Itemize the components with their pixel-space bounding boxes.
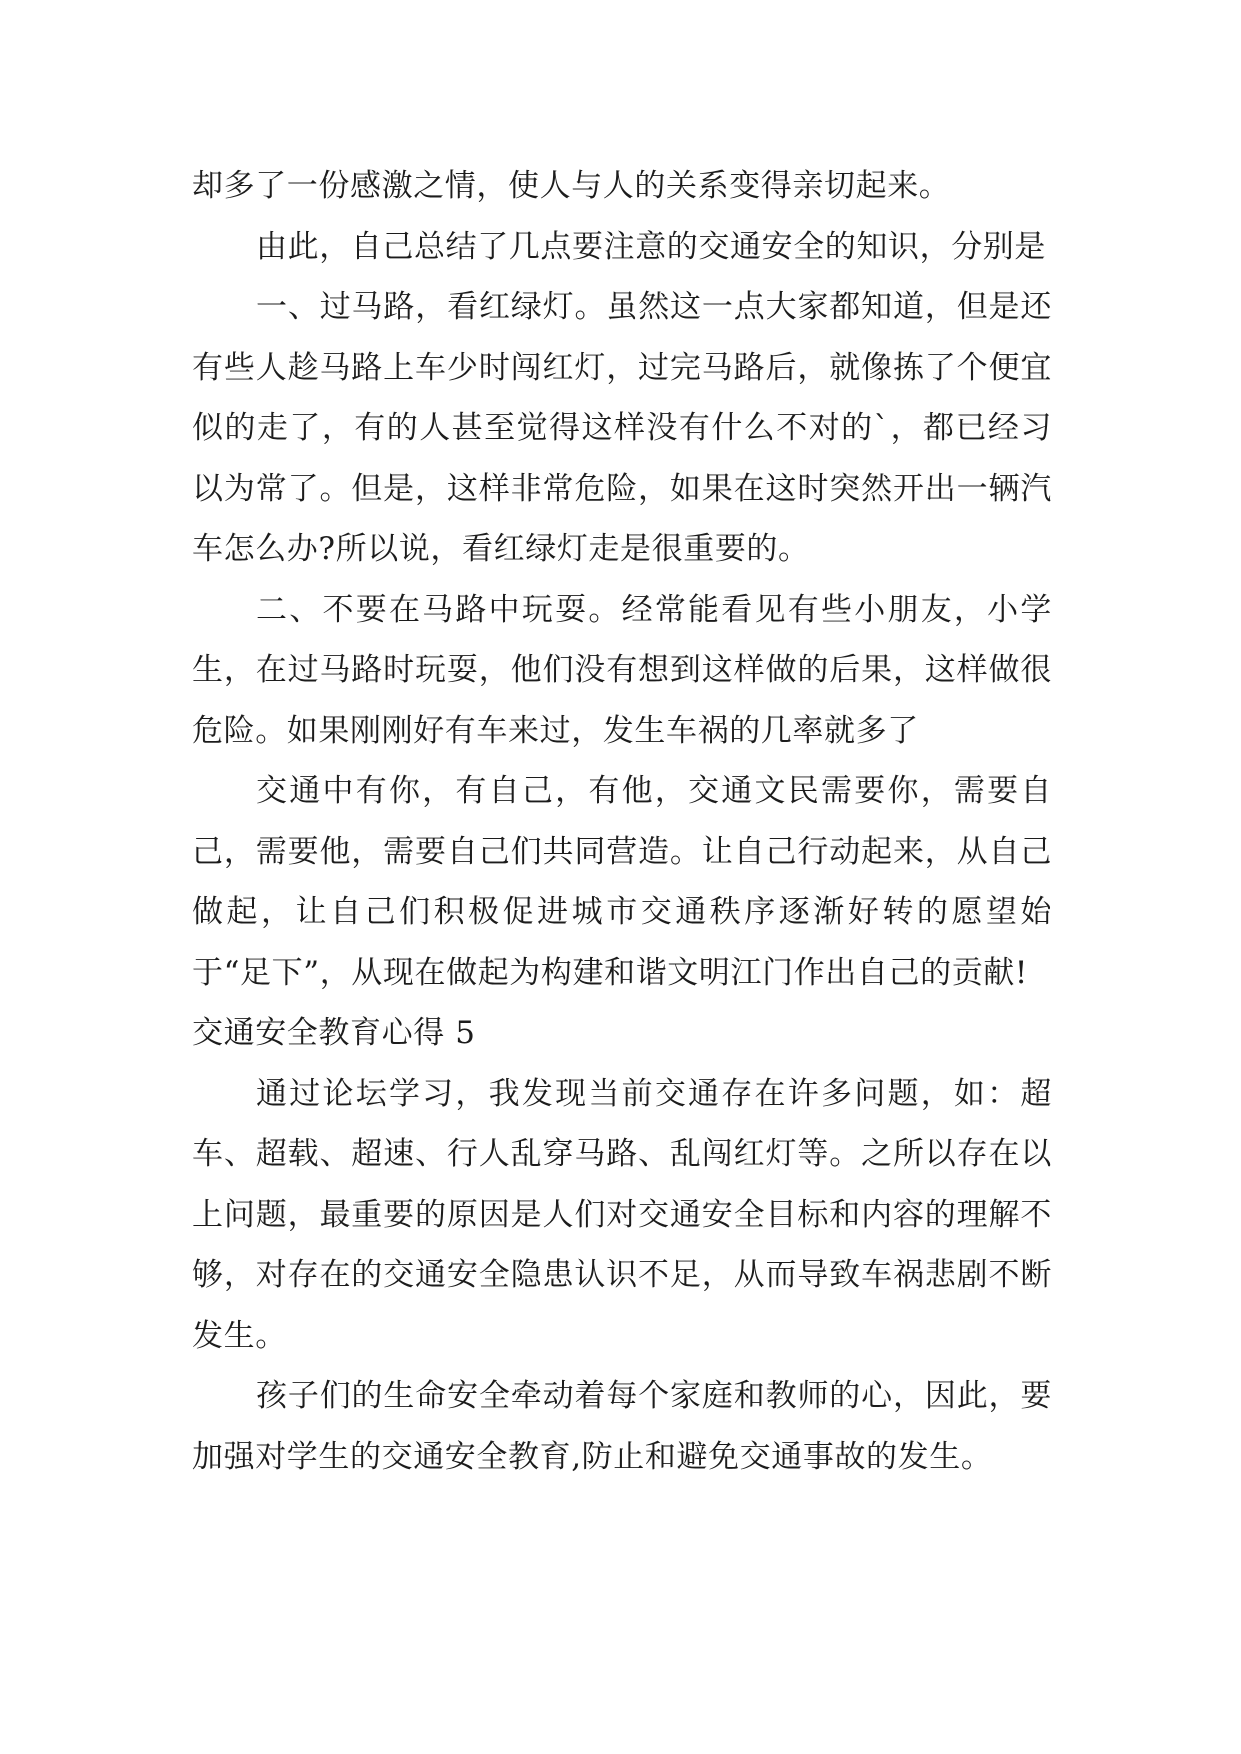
paragraph-forum-study: 通过论坛学习，我发现当前交通存在许多问题，如：超车、超载、超速、行人乱穿马路、乱闯红灯等。之所以存在以上问题，最重要的原因是人们对交通安全目标和内容的理解不够，对存在的交通安全隐患认识不足，从而导致车祸悲剧不断发生。 [192,1075,1052,1354]
paragraph-intro: 由此，自己总结了几点要注意的交通安全的知识，分别是 [256,228,1046,265]
paragraph-child-safety: 孩子们的生命安全牵动着每个家庭和教师的心，因此，要加强对学生的交通安全教育,防止和避免交通事故的发生。 [192,1378,1052,1475]
section-heading: 交通安全教育心得 5 [192,1015,476,1051]
paragraph-point-two: 二、不要在马路中玩耍。经常能看见有些小朋友，小学生，在过马路时玩耍，他们没有想到这样做的后果，这样做很危险。如果刚刚好有车来过，发生车祸的几率就多了 [192,591,1052,749]
paragraph-continuation: 却多了一份感激之情，使人与人的关系变得亲切起来。 [192,168,951,204]
paragraph-conclusion: 交通中有你，有自己，有他，交通文民需要你，需要自己，需要他，需要自己们共同营造。让自己行动起来，从自己做起，让自己们积极促进城市交通秩序逐渐好转的愿望始于“足下”，从现在做起为构建和谐文明江门作出自己的贡献! [192,773,1052,991]
document-body [192,156,1052,1487]
paragraph-point-one: 一、过马路，看红绿灯。虽然这一点大家都知道，但是还有些人趁马路上车少时闯红灯，过完马路后，就像拣了个便宜似的走了，有的人甚至觉得这样没有什么不对的`，都已经习以为常了。但是，这样非常危险，如果在这时突然开出一辆汽车怎么办?所以说，看红绿灯走是很重要的。 [192,289,1052,567]
